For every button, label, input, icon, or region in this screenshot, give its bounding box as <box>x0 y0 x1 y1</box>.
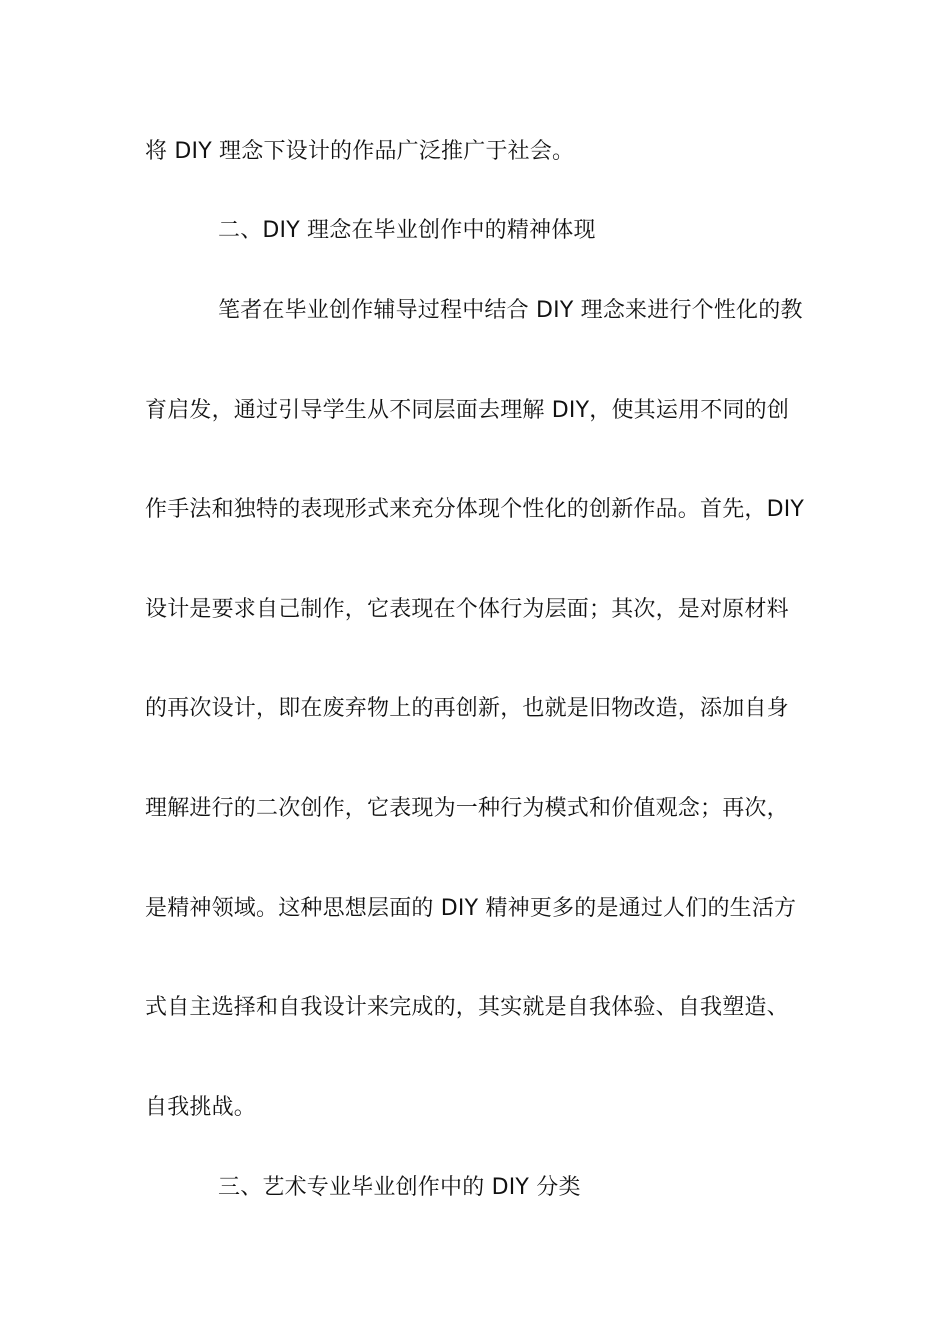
paragraph-line: 的再次设计，即在废弃物上的再创新，也就是旧物改造，添加自身 <box>145 696 789 721</box>
paragraph-line: 育启发，通过引导学生从不同层面去理解 DIY，使其运用不同的创 <box>145 398 790 423</box>
paragraph-line: 式自主选择和自我设计来完成的，其实就是自我体验、自我塑造、 <box>145 995 789 1020</box>
section-heading: 二、DIY 理念在毕业创作中的精神体现 <box>218 218 596 243</box>
paragraph-line: 笔者在毕业创作辅导过程中结合 DIY 理念来进行个性化的教 <box>218 298 803 323</box>
paragraph-line: 是精神领域。这种思想层面的 DIY 精神更多的是通过人们的生活方 <box>145 896 797 921</box>
text-line: 将 DIY 理念下设计的作品广泛推广于社会。 <box>145 139 575 164</box>
section-heading: 三、艺术专业毕业创作中的 DIY 分类 <box>218 1175 581 1200</box>
paragraph-line: 理解进行的二次创作，它表现为一种行为模式和价值观念；再次， <box>145 796 789 821</box>
paragraph-line: 作手法和独特的表现形式来充分体现个性化的创新作品。首先，DIY <box>145 497 805 522</box>
paragraph-line: 设计是要求自己制作，它表现在个体行为层面；其次，是对原材料 <box>145 597 789 622</box>
paragraph-line: 自我挑战。 <box>145 1095 257 1120</box>
